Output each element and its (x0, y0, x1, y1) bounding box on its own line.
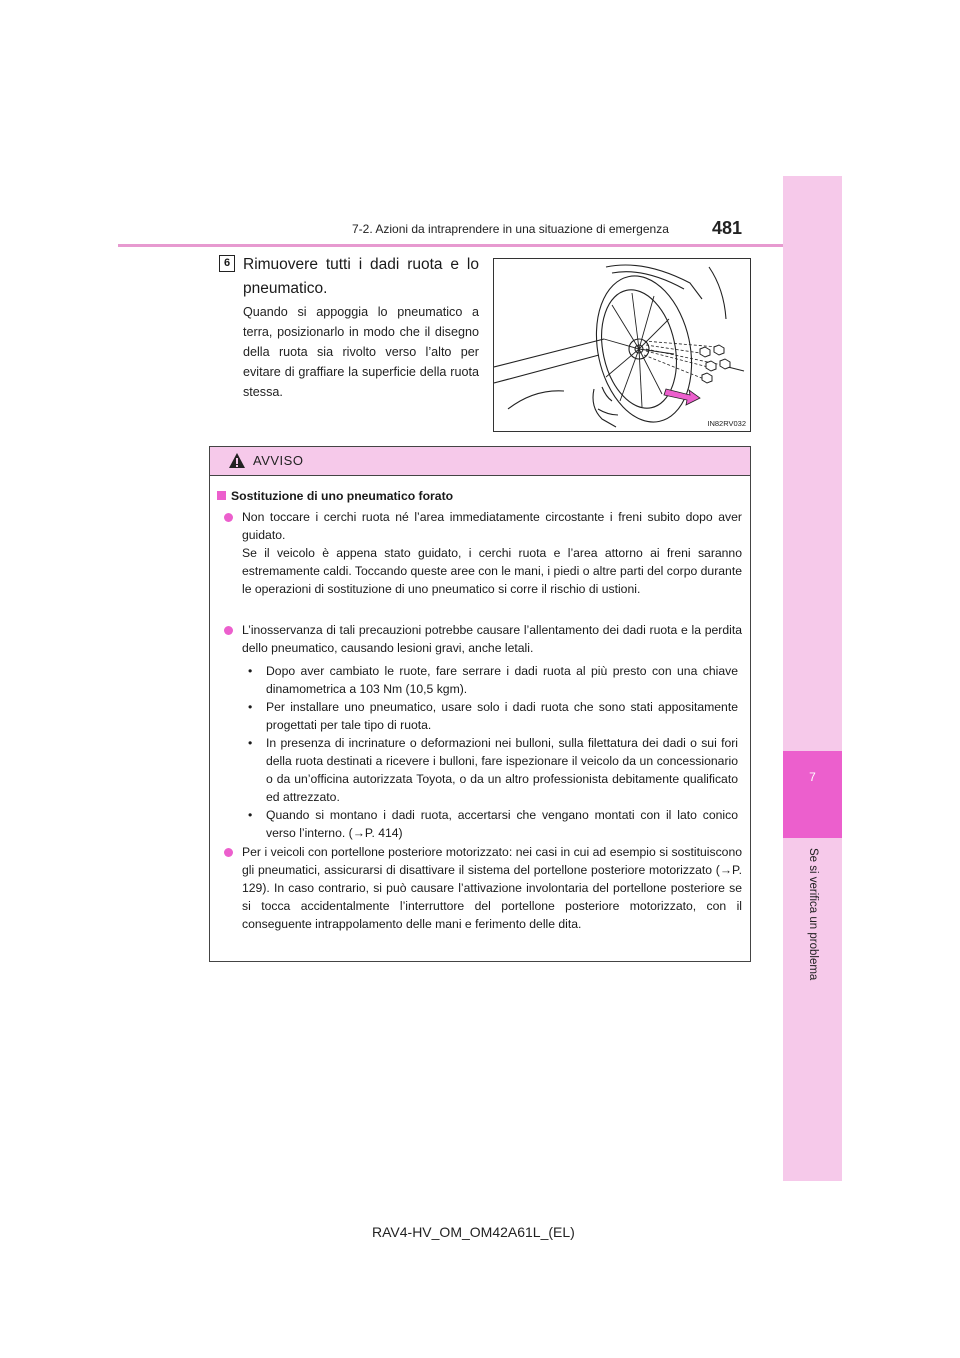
warning-triangle-icon (228, 452, 246, 469)
warning-section-title (217, 489, 453, 503)
chapter-side-tab (783, 176, 842, 1181)
warning-bullet-3: Per i veicoli con portellone posteriore motorizzato: nei casi in cui ad esempio si sostituiscono gli pneumatici, assicurarsi di disattivare il sistema del portellone posteriore motorizzato (→P. 129). In caso contrario, si può causare l’attivazione involontaria del portellone posteriore se si tocca accidentalmente l’interruttore del portellone posteriore motorizzato, con il conseguente intrappolamento delle mani e ferimento delle dita. (242, 845, 742, 931)
warning-bullet-2: L’inosservanza di tali precauzioni potrebbe causare l’allentamento dei dadi ruota e la perdita dello pneumatico, causando lesioni gravi, anche letali. (242, 623, 742, 655)
warning-bullet-1-line-2: Se il veicolo è appena stato guidato, i cerchi ruota e l’area attorno ai freni saranno estremamente caldi. Toccando queste aree con le mani, i piedi o altre parti del corpo durante le operazioni di sostituzione di uno pneumatico si corre il rischio di ustioni. (242, 546, 742, 596)
step-title: Rimuovere tutti i dadi ruota e lo pneumatico. (243, 256, 479, 297)
footer-model-code: RAV4-HV_OM_OM42A61L_(EL) (372, 1224, 575, 1240)
warning-header (210, 447, 750, 476)
step-number-badge: 6 (219, 255, 235, 272)
sub-bullet-text: In presenza di incrinature o deformazioni nei bulloni, sulla filettatura dei dadi o sui fori della ruota destinati a ricevere i bulloni, fare ispezionare il veicolo da un concessionario o da un’officina autorizzata Toyota, o da un altro professionista debitamente qualificato ed attrezzato. (266, 736, 738, 804)
chapter-number: 7 (809, 770, 816, 784)
sub-bullet-mark: • (248, 736, 253, 750)
sub-bullet-text: Quando si montano i dadi ruota, accertarsi che vengano montati con il lato conico verso l’interno. (→P. 414) (266, 808, 738, 840)
chapter-title: Se si verifica un problema (807, 848, 819, 981)
wheel-drawing (494, 259, 750, 431)
section-square-icon (217, 491, 226, 500)
sub-bullet-text: Per installare uno pneumatico, usare solo i dadi ruota che sono stati appositamente progettati per tale tipo di ruota. (266, 700, 738, 732)
sub-bullet-text: Dopo aver cambiato le ruote, fare serrare i dadi ruota al più presto con una chiave dinamometrica a 103 Nm (10,5 kgm). (266, 664, 738, 696)
bullet-dot-icon (224, 513, 233, 522)
step-description: Quando si appoggia lo pneumatico a terra, posizionarlo in modo che il disegno della ruota sia rivolto verso l’alto per evitare di graffiare la superficie della ruota stessa. (243, 305, 479, 399)
sub-bullet-mark: • (248, 664, 253, 678)
warning-label: AVVISO (253, 453, 304, 468)
illustration-code: IN82RV032 (707, 419, 746, 428)
wheel-removal-illustration (493, 258, 751, 432)
sub-bullet-mark: • (248, 700, 253, 714)
sub-bullet-mark: • (248, 808, 253, 822)
header-divider (118, 244, 842, 247)
warning-box (209, 446, 751, 962)
warning-bullet-1-line-1: Non toccare i cerchi ruota né l’area immediatamente circostante i freni subito dopo aver guidato. (242, 510, 742, 542)
page-number: 481 (712, 218, 743, 238)
bullet-dot-icon (224, 626, 233, 635)
warning-section-title-text: Sostituzione di uno pneumatico forato (231, 489, 454, 503)
chapter-number-tab (783, 751, 842, 838)
bullet-dot-icon (224, 848, 233, 857)
warning-bullet-1 (242, 508, 742, 598)
header-section-title: 7-2. Azioni da intraprendere in una situazione di emergenza (352, 222, 669, 236)
